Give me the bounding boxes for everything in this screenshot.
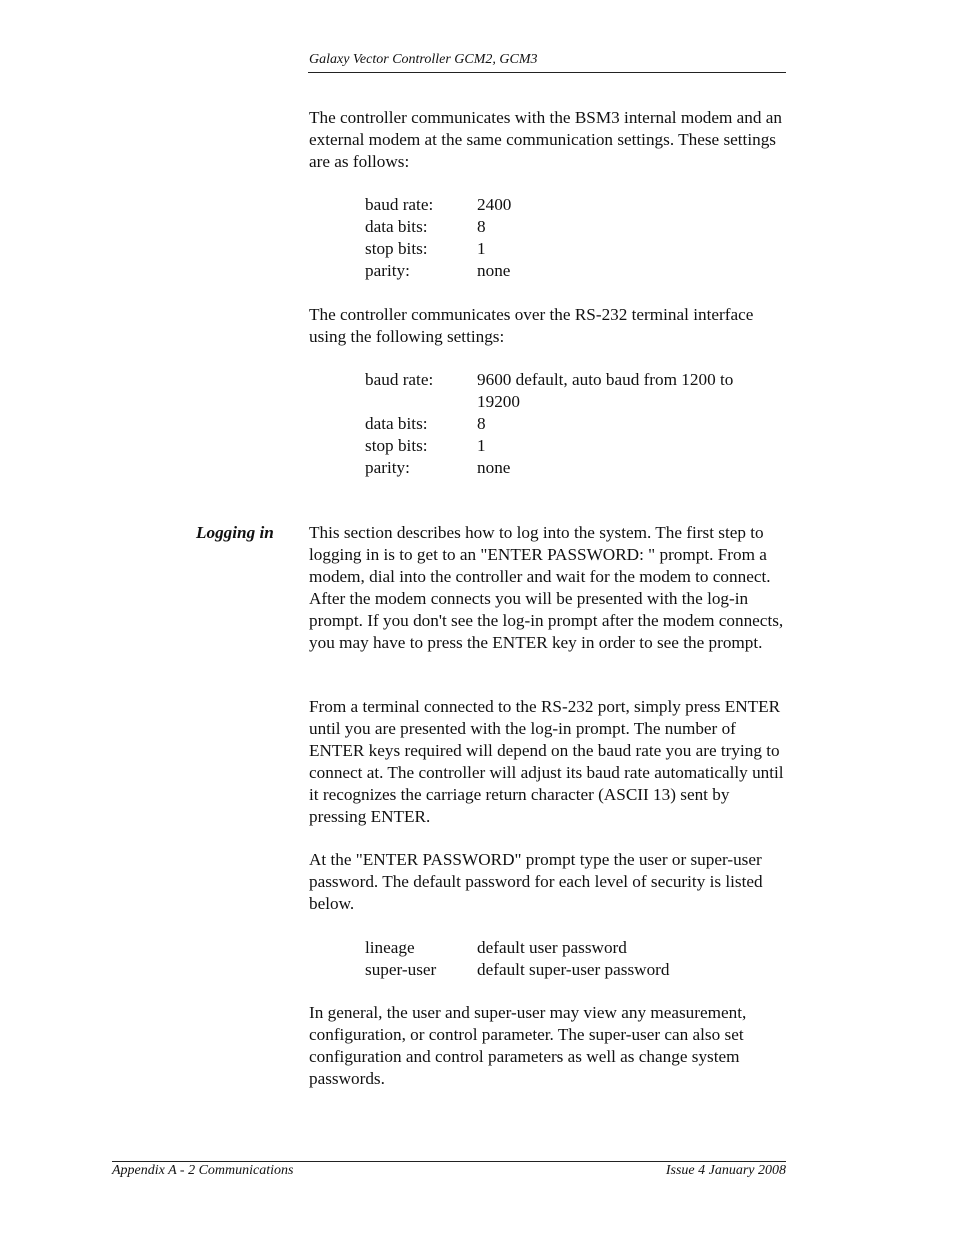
setting-label: stop bits: — [365, 239, 428, 258]
header-divider — [308, 72, 786, 73]
setting-value: none — [477, 458, 511, 477]
paragraph-text: The controller communicates with the BSM3 internal modem and an external modem at the same communication settings. These settings are as follows: — [309, 108, 783, 171]
intro-paragraph-2 — [309, 304, 787, 348]
logging-in-paragraph-2 — [309, 696, 787, 828]
settings-row — [365, 369, 785, 413]
setting-label: parity: — [365, 458, 410, 477]
logging-in-paragraph-1 — [309, 522, 787, 654]
settings-row — [365, 194, 785, 216]
setting-label: baud rate: — [365, 195, 434, 214]
terminal-settings-list — [365, 369, 785, 479]
settings-row — [365, 413, 785, 435]
password-level-label: super-user — [365, 960, 437, 979]
password-description: default user password — [477, 938, 627, 957]
settings-row — [365, 238, 785, 260]
setting-value: 9600 default, auto baud from 1200 to 19200 — [477, 370, 734, 411]
setting-value: 8 — [477, 414, 486, 433]
intro-paragraph-1 — [309, 107, 787, 173]
setting-value: none — [477, 261, 511, 280]
paragraph-text: From a terminal connected to the RS-232 port, simply press ENTER until you are presented with the log-in prompt. The number of ENTER keys required will depend on the baud rate you are trying to connect at. The controller will adjust its baud rate automatically until it recognizes the carriage return character (ASCII 13) sent by pressing ENTER. — [309, 697, 784, 826]
password-level-label: lineage — [365, 938, 415, 957]
settings-row — [365, 260, 785, 282]
setting-value: 1 — [477, 436, 486, 455]
setting-label: baud rate: — [365, 370, 434, 389]
logging-in-paragraph-4 — [309, 1002, 787, 1090]
modem-settings-list — [365, 194, 785, 282]
paragraph-text: At the "ENTER PASSWORD" prompt type the user or super-user password. The default password for each level of security is listed below. — [309, 850, 763, 913]
settings-row — [365, 435, 785, 457]
setting-value: 8 — [477, 217, 486, 236]
footer-issue-date: Issue 4 January 2008 — [665, 1163, 786, 1178]
setting-label: stop bits: — [365, 436, 428, 455]
paragraph-text: This section describes how to log into the system. The first step to logging in is to get to an "ENTER PASSWORD: " prompt. From a modem, dial into the controller and wait for the modem to connect. After the modem connects you will be presented with the log-in prompt. If you don't see the log-in prompt after the modem connects, you may have to press the ENTER key in order to see the prompt. — [309, 523, 784, 652]
password-row — [365, 959, 785, 981]
settings-row — [365, 457, 785, 479]
setting-label: data bits: — [365, 217, 428, 236]
section-heading-logging-in: Logging in — [196, 523, 274, 542]
paragraph-text: In general, the user and super-user may view any measurement, configuration, or control parameter. The super-user can also set configuration and control parameters as well as change system passwords. — [309, 1003, 747, 1088]
header-title: Galaxy Vector Controller GCM2, GCM3 — [309, 52, 538, 67]
setting-value: 1 — [477, 239, 486, 258]
footer-section-label: Appendix A - 2 Communications — [112, 1163, 294, 1178]
logging-in-paragraph-3 — [309, 849, 787, 915]
paragraph-text: The controller communicates over the RS-232 terminal interface using the following settings: — [309, 305, 754, 346]
setting-label: parity: — [365, 261, 410, 280]
settings-row — [365, 216, 785, 238]
password-row — [365, 937, 785, 959]
setting-label: data bits: — [365, 414, 428, 433]
password-list — [365, 937, 785, 981]
password-description: default super-user password — [477, 960, 670, 979]
setting-value: 2400 — [477, 195, 512, 214]
footer-divider — [112, 1161, 786, 1162]
